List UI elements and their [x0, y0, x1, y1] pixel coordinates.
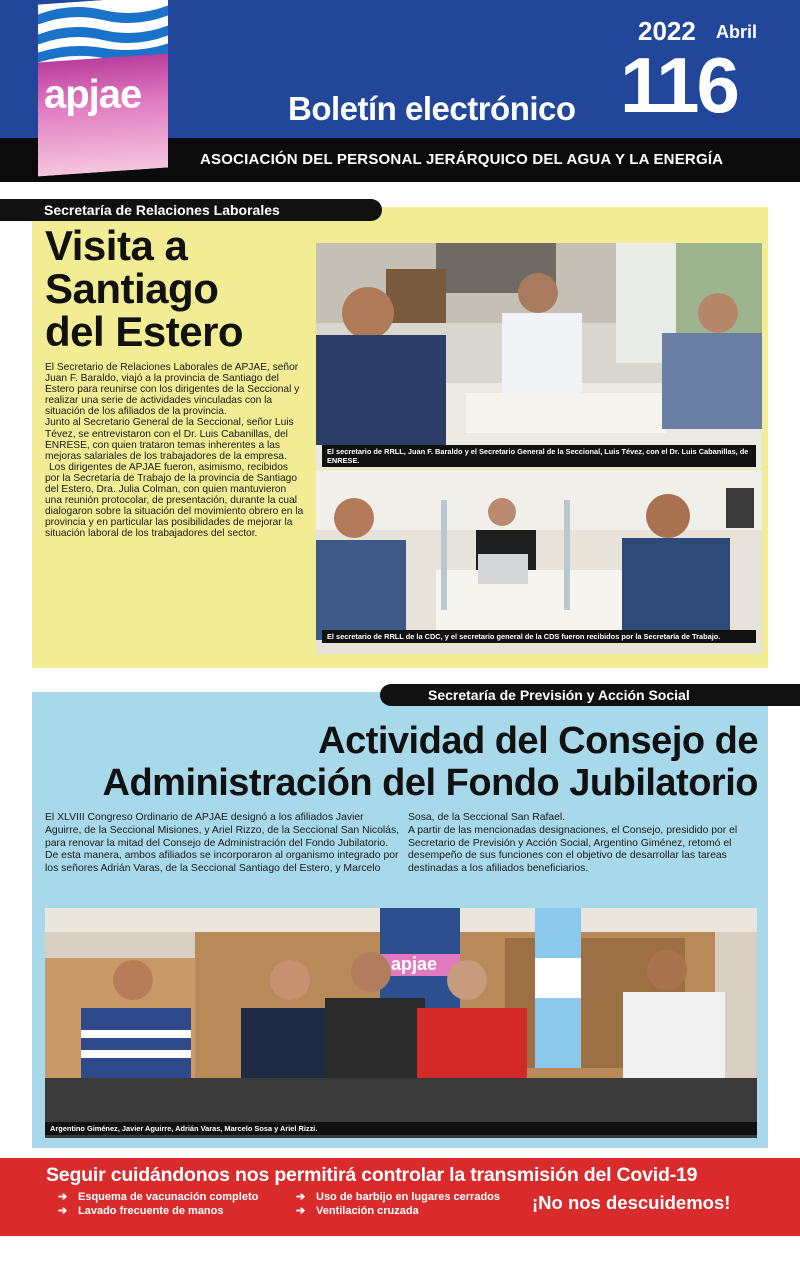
organization-name: ASOCIACIÓN DEL PERSONAL JERÁRQUICO DEL AGUA Y LA ENERGÍA	[200, 151, 724, 168]
issue-number: 116	[620, 41, 737, 129]
photo-caption: Argentino Giménez, Javier Aguirre, Adrián Varas, Marcelo Sosa y Ariel Rizzi.	[45, 1122, 757, 1135]
photo-meeting-enrese	[316, 243, 762, 469]
article-column-1	[45, 812, 400, 876]
article-paragraph: El XLVIII Congreso Ordinario de APJAE designó a los afiliados Javier Aguirre, de la Seccional Misiones, y Ariel Rizzo, de la Seccional San Nicolás, para renovar la mitad del Consejo de Administración del Fondo Jubilatorio. De esta manera, ambos afiliados se incorporaron al organismo integrado por los señores Adrián Varas, de la Seccional Santiago del Estero, y Marcelo	[45, 812, 400, 875]
arrow-right-icon: ➔	[296, 1191, 306, 1203]
article-paragraph: Los dirigentes de APJAE fueron, asimismo, recibidos por la Secretaría de Trabajo de la provincia de Santiago del Estero, Dra. Julia Colman, con quien mantuvieron una reunión protocolar, de presentación, durante la cual dialogaron sobre la situación del movimiento obrero en la provincia y en particular las posibilidades de mejorar la situación laboral de los trabajadores del sector.	[45, 461, 304, 540]
title-line: del Estero	[45, 308, 244, 355]
bullet-text: Esquema de vacunación completo	[78, 1191, 259, 1203]
section-tab-social-security: Secretaría de Previsión y Acción Social	[380, 684, 800, 706]
covid-bullet	[296, 1190, 500, 1203]
article-paragraph: El Secretario de Relaciones Laborales de APJAE, señor Juan F. Baraldo, viajó a la provincia de Santiago del Estero para reunirse con los dirigentes de la Seccional y realizar una serie de actividades vinculadas con la situación de los afiliados de la provincia.	[45, 362, 300, 418]
article-column-2	[408, 812, 758, 876]
title-line: Santiago	[45, 265, 219, 312]
apjae-logo	[38, 0, 168, 177]
covid-title: Seguir cuidándonos nos permitirá controlar la transmisión del Covid-19	[46, 1164, 698, 1186]
covid-bullet	[58, 1190, 258, 1203]
issue-month: Abril	[716, 22, 758, 42]
logo-text: apjae	[44, 72, 142, 117]
arrow-right-icon: ➔	[296, 1205, 306, 1217]
article-paragraph: Junto al Secretario General de la Seccional, señor Luis Tévez, se entrevistaron con el Dr. Luis Cabanillas, del ENRESE, con quien trataron temas inherentes a las mejoras salariales de los trabajadores de la empresa.	[45, 417, 294, 462]
photo-caption: El secretario de RRLL, Juan F. Baraldo y el Secretario General de la Seccional, Luis Tévez, con el Dr. Luis Cabanillas, de ENRESE.	[322, 445, 756, 467]
covid-bullet	[58, 1204, 224, 1217]
article-paragraph: Sosa, de la Seccional San Rafael.	[408, 812, 566, 823]
photo-secretaria-trabajo	[316, 470, 762, 654]
section-tab-labor-relations: Secretaría de Relaciones Laborales	[0, 199, 382, 221]
photo-caption: El secretario de RRLL de la CDC, y el secretario general de la CDS fueron recibidos por la Secretaría de Trabajo.	[322, 630, 756, 643]
title-line: Actividad del Consejo de	[318, 720, 758, 762]
issue-year: 2022	[638, 16, 696, 46]
bullet-text: Lavado frecuente de manos	[78, 1205, 224, 1217]
covid-slogan: ¡No nos descuidemos!	[532, 1192, 731, 1213]
article-title-santiago	[45, 224, 305, 353]
covid-bullet	[296, 1204, 419, 1217]
photo-banner-text: apjae	[391, 954, 438, 974]
page-bottom-margin	[0, 1236, 800, 1264]
bullet-text: Ventilación cruzada	[316, 1205, 419, 1217]
article-title-fondo-jubilatorio	[40, 720, 758, 804]
article-body-santiago	[45, 362, 305, 654]
title-line: Administración del Fondo Jubilatorio	[102, 762, 758, 804]
photo-consejo-group	[45, 908, 757, 1138]
arrow-right-icon: ➔	[58, 1191, 68, 1203]
article-paragraph: A partir de las mencionadas designaciones, el Consejo, presidido por el Secretario de Previsión y Acción Social, Argentino Giménez, retomó el desempeño de sus funciones con el objetivo de desarrollar las tareas destinadas a los afiliados beneficiarios.	[408, 824, 738, 875]
bullet-text: Uso de barbijo en lugares cerrados	[316, 1191, 501, 1203]
title-line: Visita a	[45, 222, 188, 269]
bulletin-label: Boletín electrónico	[288, 90, 576, 127]
arrow-right-icon: ➔	[58, 1205, 68, 1217]
